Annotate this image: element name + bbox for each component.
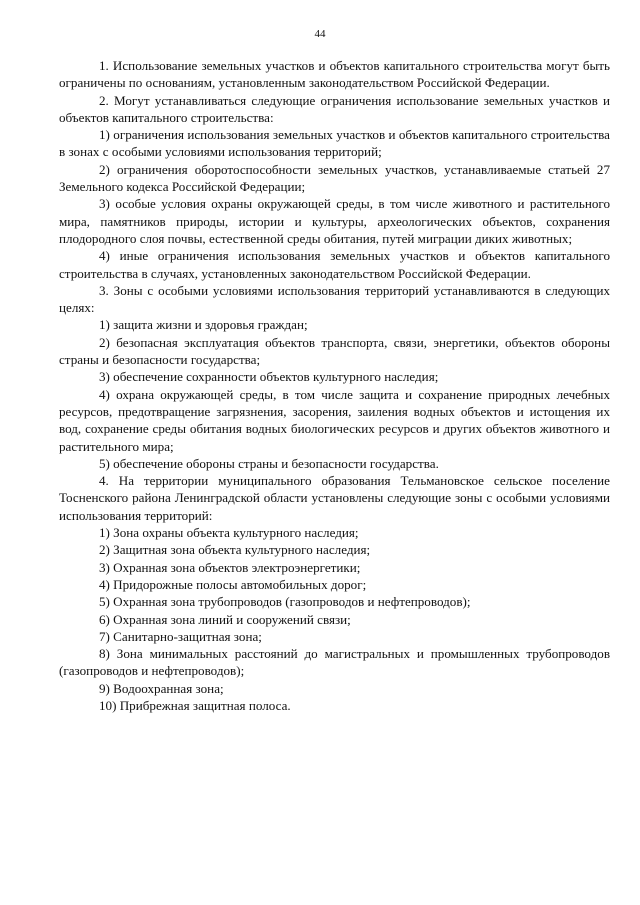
zone-item-8: 8) Зона минимальных расстояний до магистральных и промышленных трубопроводов (газопроводов и нефтепроводов);: [59, 646, 610, 679]
clause-1: 1. Использование земельных участков и объектов капитального строительства могут быть ограничены по основаниям, установленным законодательством Российской Федерации.: [59, 58, 610, 91]
zone-item-10: 10) Прибрежная защитная полоса.: [99, 697, 291, 713]
zone-item-2: 2) Защитная зона объекта культурного наследия;: [99, 542, 371, 558]
document-body: [59, 57, 610, 714]
zone-item-9: 9) Водоохранная зона;: [99, 680, 224, 696]
clause-3-item-1: 1) защита жизни и здоровья граждан;: [99, 317, 308, 333]
clause-2-item-4: 4) иные ограничения использования земельных участков и объектов капитального строительства в случаях, установленных законодательством Российской Федерации.: [59, 248, 610, 281]
zone-item-5: 5) Охранная зона трубопроводов (газопроводов и нефтепроводов);: [99, 594, 471, 610]
clause-3-item-3: 3) обеспечение сохранности объектов культурного наследия;: [99, 369, 439, 385]
zone-item-6: 6) Охранная зона линий и сооружений связи;: [99, 611, 351, 627]
clause-2-item-1: 1) ограничения использования земельных участков и объектов капитального строительства в зонах с особыми условиями использования территорий;: [59, 127, 610, 160]
clause-3: 3. Зоны с особыми условиями использования территорий устанавливаются в следующих целях:: [59, 282, 610, 316]
clause-3-item-2: 2) безопасная эксплуатация объектов транспорта, связи, энергетики, объектов обороны страны и безопасности государства;: [59, 334, 610, 368]
zone-item-1: 1) Зона охраны объекта культурного наследия;: [99, 525, 359, 541]
clause-3-item-4: 4) охрана окружающей среды, в том числе защита и сохранение природных лечебных ресурсов, предотвращение загрязнения, засорения, заиления водных объектов и истощения их вод, сохранение среды обитания водных биологических ресурсов и других объектов животного и растительного мира;: [59, 386, 610, 454]
page-number: 44: [314, 28, 326, 40]
zone-item-7: 7) Санитарно-защитная зона;: [99, 628, 262, 644]
zone-item-4: 4) Придорожные полосы автомобильных дорог;: [99, 576, 367, 592]
clause-3-item-5: 5) обеспечение обороны страны и безопасности государства.: [99, 455, 439, 471]
clause-4: 4. На территории муниципального образования Тельмановское сельское поселение Тосненского района Ленинградской области установлены следующие зоны с особыми условиями использования территорий:: [59, 473, 610, 523]
clause-2-item-2: 2) ограничения оборотоспособности земельных участков, устанавливаемые статьей 27 Земельного кодекса Российской Федерации;: [59, 161, 610, 195]
clause-2-item-3: 3) особые условия охраны окружающей среды, в том числе животного и растительного мира, памятников природы, истории и культуры, археологических объектов, сохранения плодородного слоя почвы, естественной среды обитания, путей миграции диких животных;: [59, 196, 610, 246]
clause-2: 2. Могут устанавливаться следующие ограничения использование земельных участков и объектов капитального строительства:: [59, 92, 610, 125]
zone-item-3: 3) Охранная зона объектов электроэнергетики;: [99, 559, 361, 575]
